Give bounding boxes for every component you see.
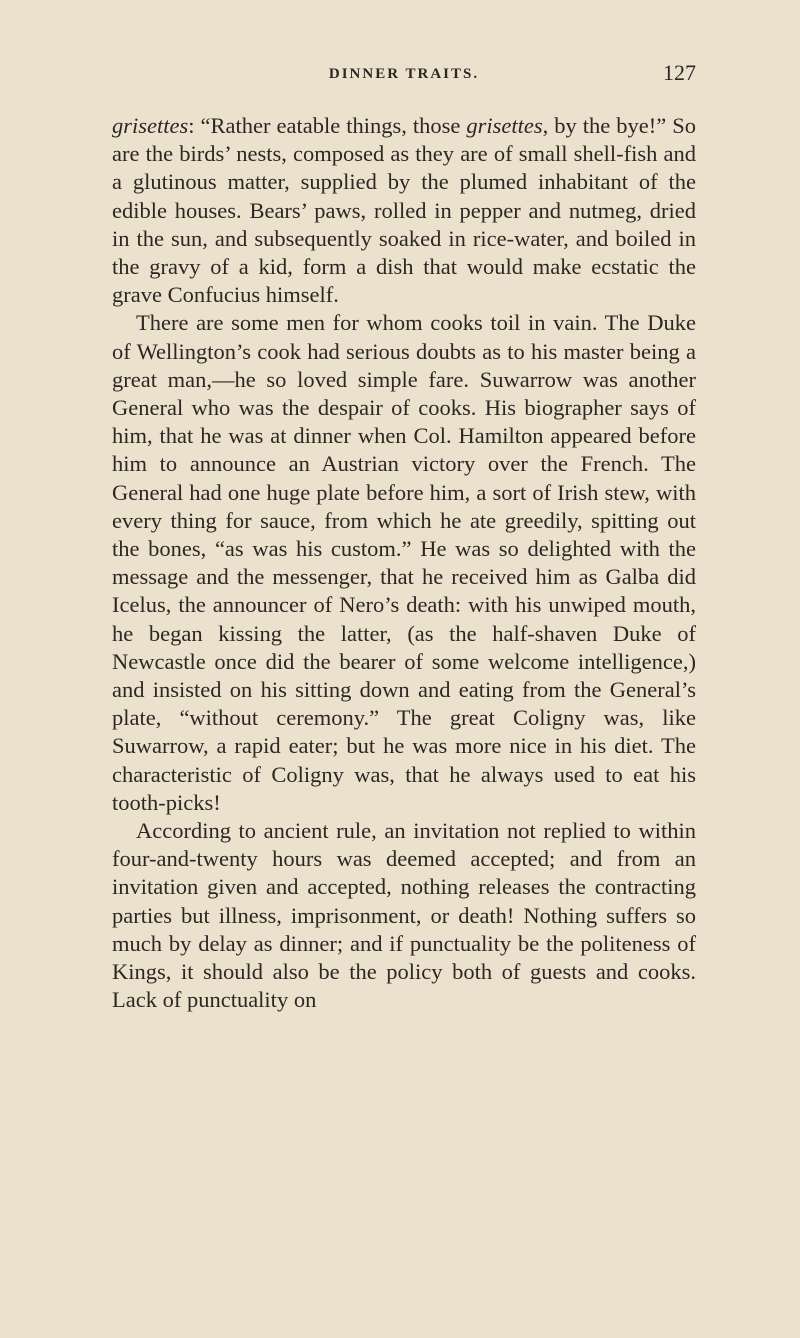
paragraph-1-text: , by the bye!” So are the birds’ nests, composed as they are of small shell-fish and a glutinous matter, supplied by the plumed inhabitant of the edible houses. Bears’ paws, rolled in pepper and nutmeg, dried in the sun, and subsequently soaked in rice-water, and boiled in the gravy of a kid, form a dish that would make ecstatic the grave Confucius himself. [112,113,697,308]
running-head: DINNER TRAITS. [328,66,480,82]
paragraph-3: According to ancient rule, an invitation not replied to within four-and-twenty hours was deemed accepted; and from an invitation given and accepted, nothing releases the contracting parties but illness, imprisonment, or death! Nothing suffers so much by delay as dinner; and if punctuality be the politeness of Kings, it should also be the policy both of guests and cooks. Lack of punctuality on [112,818,696,1013]
italic-grisettes: grisettes [466,113,543,138]
italic-grisettes-lead: grisettes [112,113,189,138]
paragraph-1 [112,112,696,309]
paragraph-2: There are some men for whom cooks toil in vain. The Duke of Wellington’s cook had serious doubts as to his master being a great man,—he so loved simple fare. Suwarrow was another General who was the despair of cooks. His biographer says of him, that he was at dinner when Col. Hamilton appeared before him to announce an Austrian victory over the French. The General had one huge plate before him, a sort of Irish stew, with every thing for sauce, from which he ate greedily, spitting out the bones, “as was his custom.” He was so delighted with the message and the messenger, that he received him as Galba did Icelus, the announcer of Nero’s death: with his unwiped mouth, he began kissing the latter, (as the half-shaven Duke of Newcastle once did the bearer of some welcome intelligence,) and insisted on his sitting down and eating from the General’s plate, “without ceremony.” The great Coligny was, like Suwarrow, a rapid eater; but he was more nice in his diet. The characteristic of Coligny was, that he always used to eat his tooth-picks! [112,310,696,815]
body-text [112,112,696,1015]
paragraph-1-lead: : “Rather eatable things, those [188,113,467,138]
page-number: 127 [663,60,696,85]
page-header [112,60,696,92]
